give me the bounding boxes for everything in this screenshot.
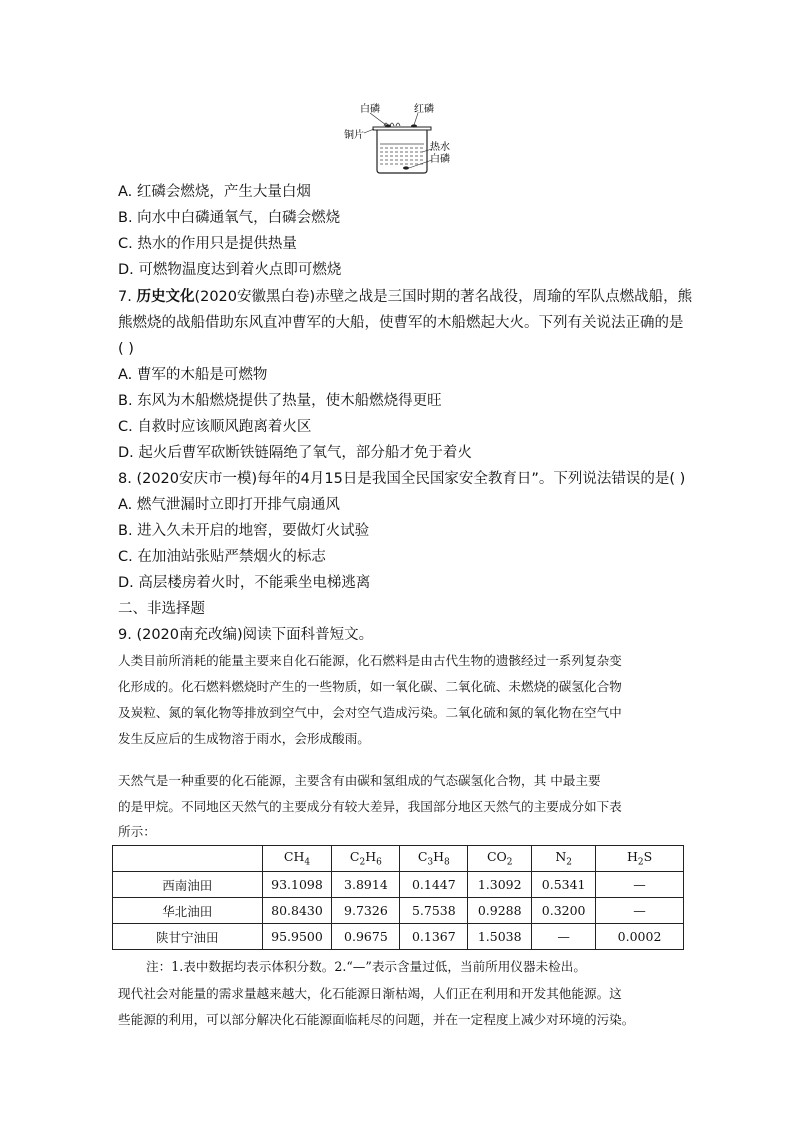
table-cell: 0.1447 xyxy=(400,872,468,898)
table-cell: 95.9500 xyxy=(262,924,332,950)
table-header-n2: $N_2$ xyxy=(532,846,596,872)
q7-stem-text-1: (2020安徽黑白卷)赤壁之战是三国时期的著名战役，周瑜的军队点燃战船，熊 xyxy=(194,289,693,305)
table-cell: — xyxy=(596,872,684,898)
beaker-outline xyxy=(377,130,427,173)
q7-stem-line-2: 熊燃烧的战船借助东风直冲曹军的大船，使曹军的木船燃起大火。下列有关说法正确的是 xyxy=(118,315,684,331)
q7-option-c: C. 自救时应该顺风跑离着火区 xyxy=(118,419,312,435)
table-header-c2h6: $C_2H_6$ xyxy=(332,846,400,872)
table-cell: 0.1367 xyxy=(400,924,468,950)
label-copper-plate: 铜片 xyxy=(344,130,364,141)
q7-option-b: B. 东风为木船燃烧提供了热量，使木船燃烧得更旺 xyxy=(118,393,442,409)
table-header-ch4: $CH_4$ xyxy=(262,846,332,872)
q7-stem-line-3: ( ) xyxy=(118,341,134,357)
passage3-line-2: 些能源的利用，可以部分解决化石能源面临耗尽的问题，并在一定程度上减少对环境的污染。 xyxy=(118,1012,635,1027)
table-cell: 5.7538 xyxy=(400,898,468,924)
table-cell: 3.8914 xyxy=(332,872,400,898)
copper-plate xyxy=(373,127,431,130)
passage1-line-2: 化形成的。化石燃料燃烧时产生的一些物质，如一氧化碳、二氧化硫、未燃烧的碳氢化合物 xyxy=(118,679,622,694)
table-header-co2: $CO_2$ xyxy=(468,846,532,872)
table-cell: 华北油田 xyxy=(113,898,263,924)
q8-option-b: B. 进入久未开启的地窖，要做灯火试验 xyxy=(118,523,370,539)
q6-option-c: C. 热水的作用只是提供热量 xyxy=(118,236,297,252)
phosphorus-combustion-apparatus-figure xyxy=(344,100,454,175)
q8-option-d: D. 高层楼房着火时，不能乘坐电梯逃离 xyxy=(118,575,371,591)
table-row xyxy=(113,924,684,950)
table-cell: 1.3092 xyxy=(468,872,532,898)
passage2-line-2: 的是甲烷。不同地区天然气的主要成分有较大差异，我国部分地区天然气的主要成分如下表 xyxy=(118,799,622,814)
table-cell: — xyxy=(532,924,596,950)
table-row xyxy=(113,898,684,924)
label-white-phosphorus-bottom: 白磷 xyxy=(430,154,450,165)
table-cell: 陕甘宁油田 xyxy=(113,924,263,950)
table-cell: 0.9288 xyxy=(468,898,532,924)
table-cell: 1.5038 xyxy=(468,924,532,950)
table-cell: 0.3200 xyxy=(532,898,596,924)
white-phosphorus-underwater xyxy=(403,166,409,169)
table-cell: 西南油田 xyxy=(113,872,263,898)
q7-option-d: D. 起火后曹军砍断铁链隔绝了氧气，部分船才免于着火 xyxy=(118,445,472,461)
table-note: 注：1.表中数据均表示体积分数。2.“—”表示含量过低，当前所用仪器未检出。 xyxy=(146,959,586,974)
natural-gas-composition-table xyxy=(112,845,684,950)
q7-tag: 历史文化 xyxy=(136,289,195,305)
table-cell: 0.0002 xyxy=(596,924,684,950)
table-cell: 93.1098 xyxy=(262,872,332,898)
passage2-line-3: 所示： xyxy=(118,824,156,839)
passage1-line-1: 人类目前所消耗的能量主要来自化石能源，化石燃料是由古代生物的遗骸经过一系列复杂变 xyxy=(118,653,622,668)
q9-stem: 9. (2020南充改编)阅读下面科普短文。 xyxy=(118,627,374,643)
passage2-line-1: 天然气是一种重要的化石能源，主要含有由碳和氢组成的气态碳氢化合物，其 中最主要 xyxy=(118,773,601,788)
table-header-c3h8: $C_3H_8$ xyxy=(400,846,468,872)
q8-stem: 8. (2020安庆市一模)每年的4月15日是我国全民国家安全教育日”。下列说法错误的是( ) xyxy=(118,471,686,487)
table-header-row xyxy=(113,846,684,872)
passage1-line-3: 及炭粒、氮的氧化物等排放到空气中，会对空气造成污染。二氧化硫和氮的氧化物在空气中 xyxy=(118,705,622,720)
q6-option-b: B. 向水中白磷通氧气，白磷会燃烧 xyxy=(118,210,341,226)
q7-number: 7. xyxy=(118,289,132,305)
q6-option-a: A. 红磷会燃烧，产生大量白烟 xyxy=(118,184,311,200)
hot-water-lines xyxy=(380,144,424,164)
table-cell: — xyxy=(596,898,684,924)
passage3-line-1: 现代社会对能量的需求量越来越大，化石能源日渐枯竭，人们正在利用和开发其他能源。这 xyxy=(118,986,622,1001)
table-cell: 80.8430 xyxy=(262,898,332,924)
label-red-phosphorus: 红磷 xyxy=(414,104,434,115)
table-cell: 0.5341 xyxy=(532,872,596,898)
table-header-h2s: $H_2S$ xyxy=(596,846,684,872)
q7-option-a: A. 曹军的木船是可燃物 xyxy=(118,367,268,383)
table-header-cell xyxy=(113,846,263,872)
section-heading: 二、非选择题 xyxy=(118,601,205,617)
q8-option-c: C. 在加油站张贴严禁烟火的标志 xyxy=(118,549,326,565)
q7-stem-line-1 xyxy=(118,287,692,307)
table-cell: 0.9675 xyxy=(332,924,400,950)
passage1-line-4: 发生反应后的生成物溶于雨水，会形成酸雨。 xyxy=(118,731,370,746)
table-row xyxy=(113,872,684,898)
q6-option-d: D. 可燃物温度达到着火点即可燃烧 xyxy=(118,262,342,278)
label-hot-water: 热水 xyxy=(430,142,450,153)
q8-option-a: A. 燃气泄漏时立即打开排气扇通风 xyxy=(118,497,340,513)
label-white-phosphorus-top: 白磷 xyxy=(360,104,380,115)
table-cell: 9.7326 xyxy=(332,898,400,924)
